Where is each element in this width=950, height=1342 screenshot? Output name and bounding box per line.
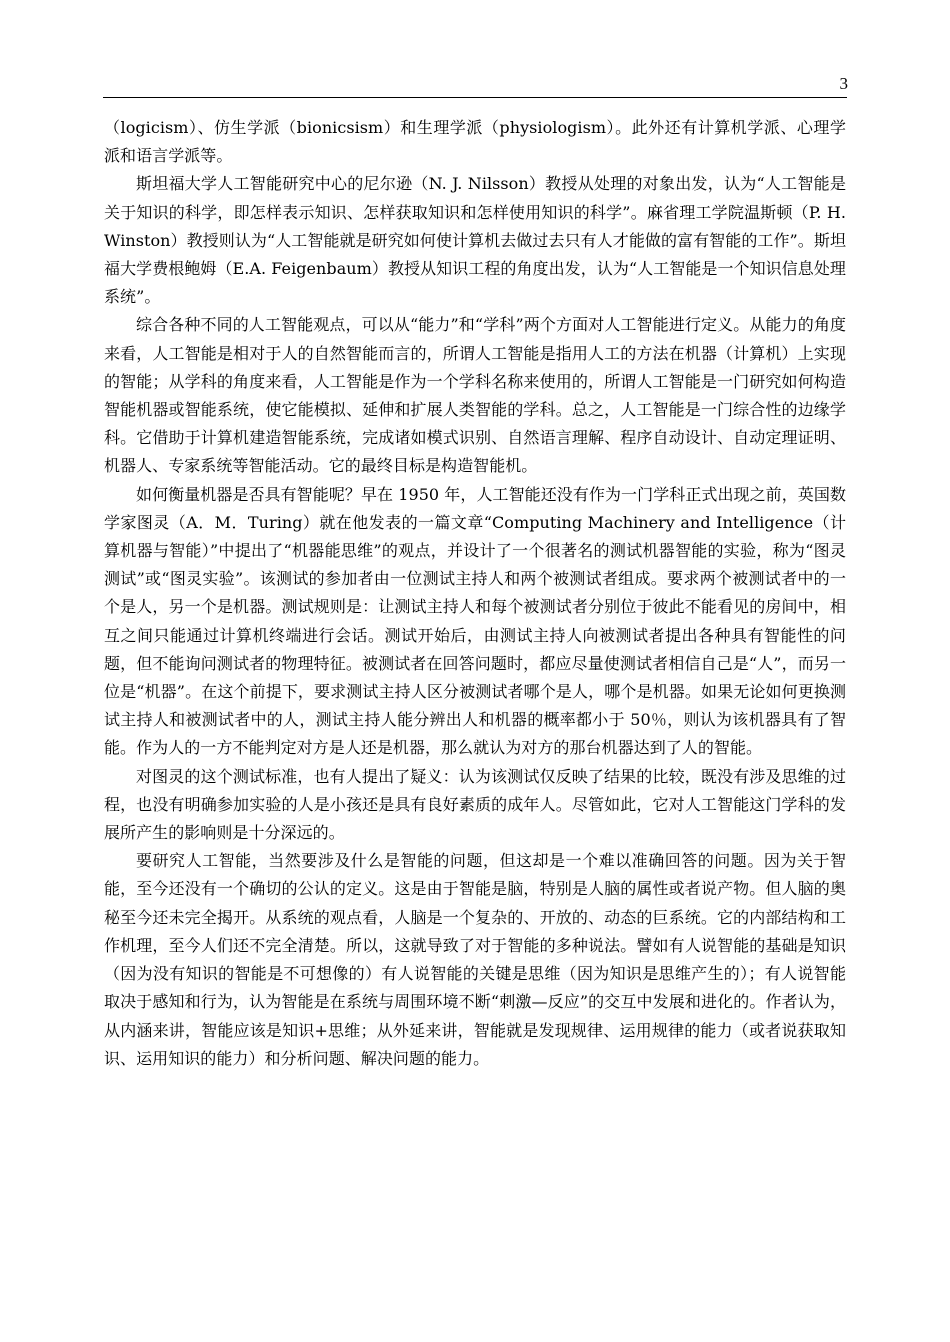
paragraph-schools-continued: （logicism）、仿生学派（bionicsism）和生理学派（physiologism）。此外还有计算机学派、心理学派和语言学派等。 <box>104 118 846 166</box>
paragraph-turing-test: 如何衡量机器是否具有智能呢？早在 1950 年，人工智能还没有作为一门学科正式出现之前，英国数学家图灵（A．M．Turing）就在他发表的一篇文章“Computing Machinery and Intelligence（计算机器与智能）”中提出了“机器能思维”的观点，并设计了一个很著名的测试机器智能的实验，称为“图灵测试”或“图灵实验”。该测试的参加者由一位测试主持人和两个被测试者组成。要求两个被测试者中的一个是人，另一个是机器。测试规则是：让测试主持人和每个被测试者分别位于彼此不能看见的房间中，相互之间只能通过计算机终端进行会话。测试开始后，由测试主持人向被测试者提出各种具有智能性的问题，但不能询问测试者的物理特征。被测试者在回答问题时，都应尽量使测试者相信自己是“人”，而另一位是“机器”。在这个前提下，要求测试主持人区分被测试者哪个是人，哪个是机器。如果无论如何更换测试主持人和被测试者中的人，测试主持人能分辨出人和机器的概率都小于 50％，则认为该机器具有了智能。作为人的一方不能判定对方是人还是机器，那么就认为对方的那台机器达到了人的智能。 <box>104 484 846 758</box>
document-body <box>104 114 846 1073</box>
header-rule <box>103 97 847 98</box>
paragraph-turing-critique: 对图灵的这个测试标准，也有人提出了疑义：认为该测试仅反映了结果的比较，既没有涉及思维的过程，也没有明确参加实验的人是小孩还是具有良好素质的成年人。尽管如此，它对人工智能这门学科的发展所产生的影响则是十分深远的。 <box>104 766 846 843</box>
page-number: 3 <box>839 74 848 93</box>
paragraph-definitions-nilsson-winston: 斯坦福大学人工智能研究中心的尼尔逊（N. J. Nilsson）教授从处理的对象出发，认为“人工智能是关于知识的科学，即怎样表示知识、怎样获取知识和怎样使用知识的科学”。麻省理工学院温斯顿（P. H. Winston）教授则认为“人工智能就是研究如何使计算机去做过去只有人才能做的富有智能的工作”。斯坦福大学费根鲍姆（E.A. Feigenbaum）教授从知识工程的角度出发，认为“人工智能是一个知识信息处理系统”。 <box>104 174 846 307</box>
paragraph-intelligence-definition: 要研究人工智能，当然要涉及什么是智能的问题，但这却是一个难以准确回答的问题。因为关于智能，至今还没有一个确切的公认的定义。这是由于智能是脑，特别是人脑的属性或者说产物。但人脑的奥秘至今还未完全揭开。从系统的观点看，人脑是一个复杂的、开放的、动态的巨系统。它的内部结构和工作机理，至今人们还不完全清楚。所以，这就导致了对于智能的多种说法。譬如有人说智能的基础是知识（因为没有知识的智能是不可想像的）有人说智能的关键是思维（因为知识是思维产生的）；有人说智能取决于感知和行为，认为智能是在系统与周围环境不断“刺激—反应”的交互中发展和进化的。作者认为，从内涵来讲，智能应该是知识+思维；从外延来讲，智能就是发现规律、运用规律的能力（或者说获取知识、运用知识的能力）和分析问题、解决问题的能力。 <box>104 851 846 1068</box>
paragraph-ai-definition: 综合各种不同的人工智能观点，可以从“能力”和“学科”两个方面对人工智能进行定义。从能力的角度来看，人工智能是相对于人的自然智能而言的，所谓人工智能是指用人工的方法在机器（计算机）上实现的智能；从学科的角度来看，人工智能是作为一个学科名称来使用的，所谓人工智能是一门研究如何构造智能机器或智能系统，使它能模拟、延伸和扩展人类智能的学科。总之，人工智能是一门综合性的边缘学科。它借助于计算机建造智能系统，完成诸如模式识别、自然语言理解、程序自动设计、自动定理证明、机器人、专家系统等智能活动。它的最终目标是构造智能机。 <box>104 315 846 476</box>
